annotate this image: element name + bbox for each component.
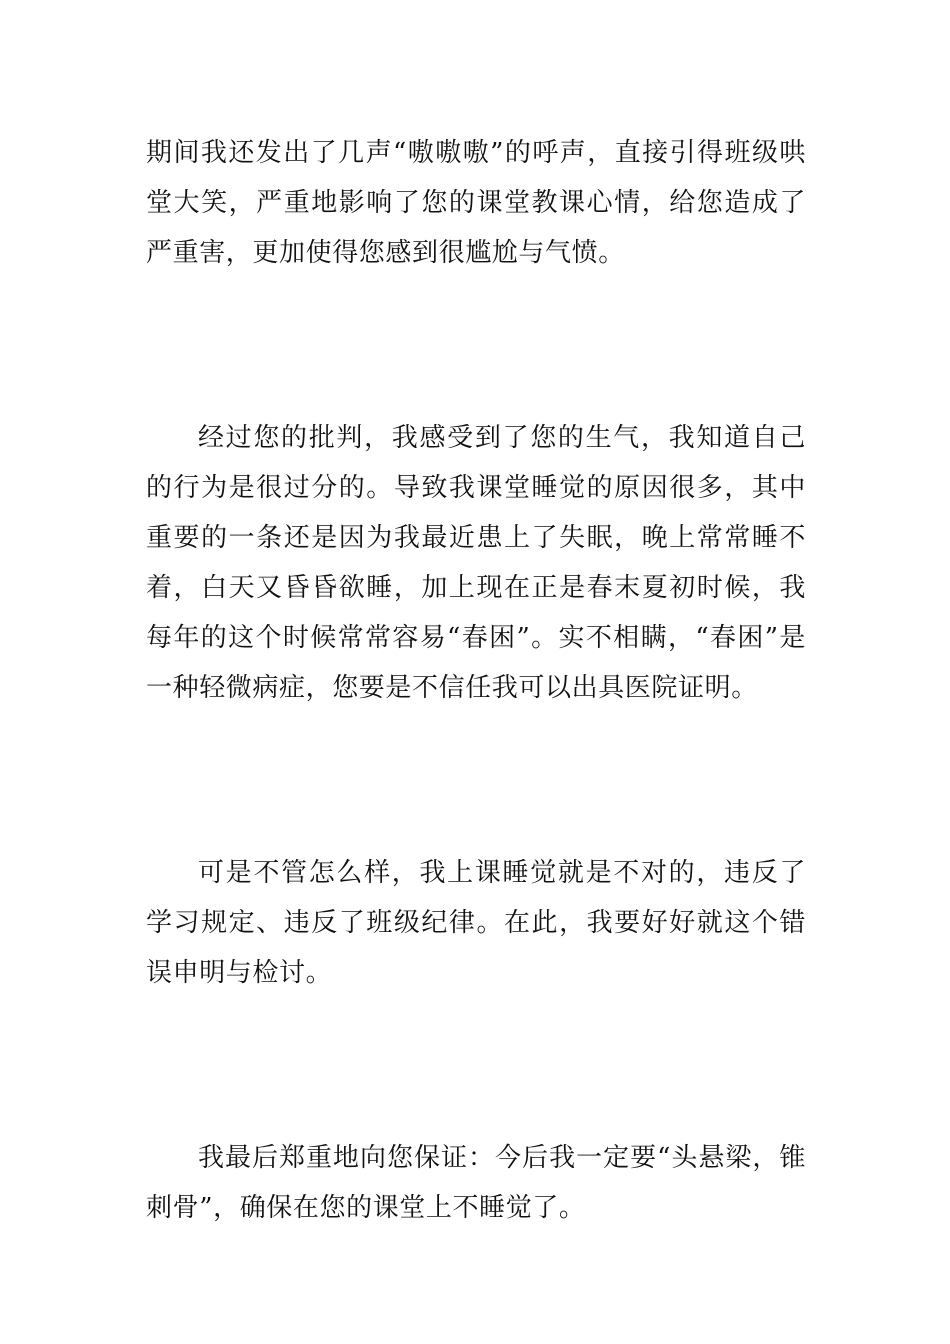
document-body [146, 128, 806, 1233]
paragraph-3: 可是不管怎么样，我上课睡觉就是不对的，违反了学习规定、违反了班级纪律。在此，我要好好就这个错误申明与检讨。 [146, 858, 806, 988]
paragraph-2: 经过您的批判，我感受到了您的生气，我知道自己的行为是很过分的。导致我课堂睡觉的原因很多，其中重要的一条还是因为我最近患上了失眠，晚上常常睡不着，白天又昏昏欲睡，加上现在正是春末夏初时候，我每年的这个时候常常容易“春困”。实不相瞒，“春困”是一种轻微病症，您要是不信任我可以出具医院证明。 [146, 423, 806, 703]
paragraph-1: 期间我还发出了几声“嗷嗷嗷”的呼声，直接引得班级哄堂大笑，严重地影响了您的课堂教课心情，给您造成了严重害，更加使得您感到很尴尬与气愤。 [146, 138, 806, 268]
paragraph-4: 我最后郑重地向您保证：今后我一定要“头悬梁，锥刺骨”，确保在您的课堂上不睡觉了。 [146, 1143, 806, 1223]
